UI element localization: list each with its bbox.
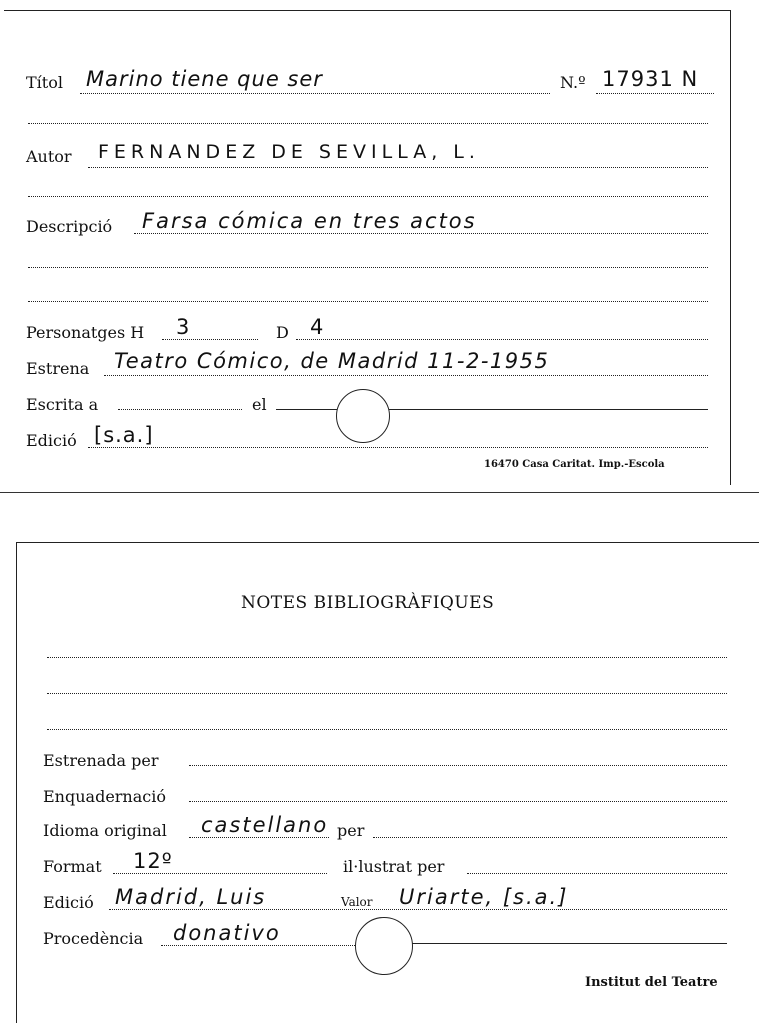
autor-value: FERNANDEZ DE SEVILLA, L. [98,141,480,163]
procedencia-line [161,945,357,946]
blank-line [47,693,727,694]
personatges-h-value: 3 [176,315,191,339]
titol-value: Marino tiene que ser [86,67,323,91]
printer-imprint: 16470 Casa Caritat. Imp.-Escola [484,459,665,470]
descripcio-label: Descripció [26,217,113,236]
estrenada-line [189,765,727,766]
edicio-line [109,909,727,910]
edicio-value-small: Valor [341,895,373,909]
autor-label: Autor [26,147,72,166]
personatges-d-line [296,339,708,340]
titol-line [80,93,550,94]
personatges-d-value: 4 [310,315,325,339]
idioma-label: Idioma original [43,821,167,840]
edicio-label: Edició [26,431,77,450]
personatges-label: Personatges H [26,323,145,342]
blank-line [47,657,727,658]
punch-hole [336,389,390,443]
blank-line [28,267,708,268]
blank-line [28,123,708,124]
catalog-card-front [4,10,731,485]
edicio-value: [s.a.] [94,423,154,447]
descripcio-line [134,233,708,234]
estrenada-label: Estrenada per [43,751,159,770]
edicio-label: Edició [43,893,94,912]
divider-line [0,492,759,493]
idioma-per-label: per [337,821,365,840]
titol-label: Títol [26,73,63,92]
format-label: Format [43,857,102,876]
procedencia-value: donativo [173,921,281,945]
procedencia-label: Procedència [43,929,144,948]
format-line [113,873,327,874]
autor-line [88,167,708,168]
idioma-per-line [373,837,727,838]
idioma-line [189,837,329,838]
enquadernacio-line [189,801,727,802]
format-value: 12º [133,849,173,873]
num-value: 17931 N [602,67,699,91]
institution-imprint: Institut del Teatre [585,975,718,990]
idioma-value: castellano [201,813,329,837]
notes-heading: NOTES BIBLIOGRÀFIQUES [241,593,495,613]
escrita-label: Escrita a [26,395,99,414]
num-line [596,93,714,94]
estrena-label: Estrena [26,359,90,378]
escrita-line [118,409,242,410]
edicio-value: Madrid, Luis [115,885,267,909]
blank-line [28,301,708,302]
num-label: N.º [560,73,586,92]
edicio-value-end: Uriarte, [s.a.] [399,885,569,909]
blank-line [28,196,708,197]
descripcio-value: Farsa cómica en tres actos [142,209,477,233]
illustrat-label: il·lustrat per [343,857,445,876]
illustrat-line [467,873,727,874]
punch-hole [355,917,413,975]
catalog-card-back [16,542,759,1023]
blank-line [47,729,727,730]
personatges-h-line [162,339,258,340]
estrena-value: Teatro Cómico, de Madrid 11-2-1955 [114,349,550,373]
edicio-line [88,447,708,448]
estrena-line [104,375,708,376]
el-label: el [252,395,267,414]
enquadernacio-label: Enquadernació [43,787,166,806]
personatges-d-label: D [276,323,289,342]
